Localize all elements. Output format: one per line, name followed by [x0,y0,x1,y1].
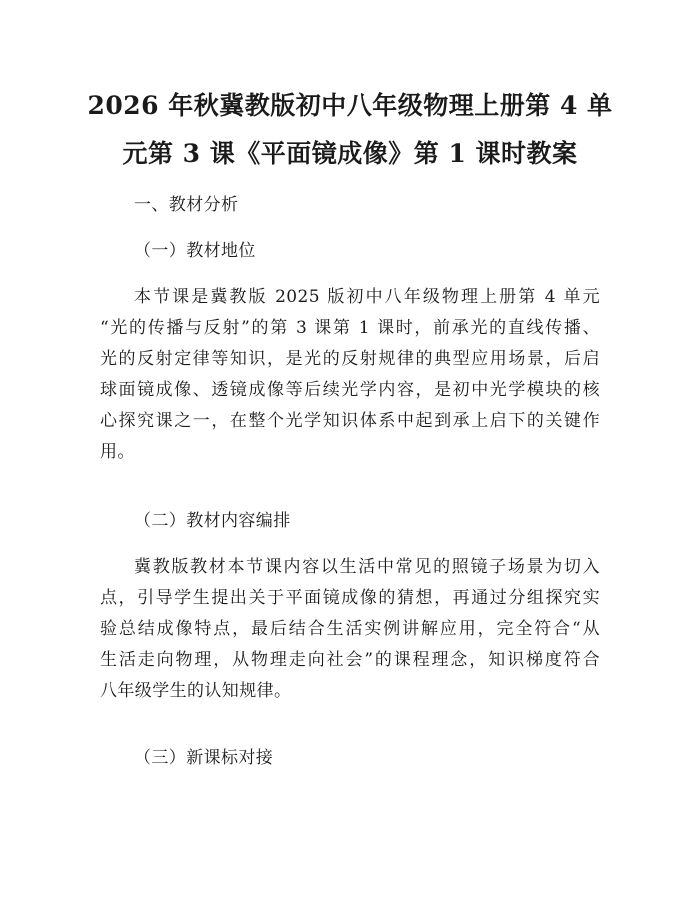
paragraph-content-arrangement [100,552,600,707]
paragraph-line: 球面镜成像、透镜成像等后续光学内容，是初中光学模块的核 [100,380,600,400]
paragraph-line: 生活走向物理，从物理走向社会”的课程理念，知识梯度符合 [100,650,600,670]
subsection-heading-curriculum-standards: （三）新课标对接 [134,748,274,768]
paragraph-line: 本节课是冀教版 2025 版初中八年级物理上册第 4 单元 [134,287,600,307]
paragraph-line: 心探究课之一，在整个光学知识体系中起到承上启下的关键作 [100,411,600,431]
paragraph-line: 光的反射定律等知识，是光的反射规律的典型应用场景，后启 [100,349,600,369]
paragraph-line: 点，引导学生提出关于平面镜成像的猜想，再通过分组探究实 [100,588,600,608]
title-line-2: 元第 3 课《平面镜成像》第 1 课时教案 [122,139,578,168]
paragraph-line: “光的传播与反射”的第 3 课第 1 课时，前承光的直线传播、 [100,318,600,338]
subsection-heading-textbook-position: （一）教材地位 [134,241,256,261]
title-line-1: 2026 年秋冀教版初中八年级物理上册第 4 单 [87,91,613,120]
subsection-heading-content-arrangement: （二）教材内容编排 [134,511,291,531]
paragraph-line: 验总结成像特点，最后结合生活实例讲解应用，完全符合“从 [100,619,600,639]
paragraph-line: 冀教版教材本节课内容以生活中常见的照镜子场景为切入 [134,557,600,577]
paragraph-line: 用。 [100,442,135,462]
paragraph-textbook-position [100,282,600,468]
paragraph-line: 八年级学生的认知规律。 [100,681,292,701]
section-heading-textbook-analysis: 一、教材分析 [134,195,239,215]
document-title [60,82,640,178]
